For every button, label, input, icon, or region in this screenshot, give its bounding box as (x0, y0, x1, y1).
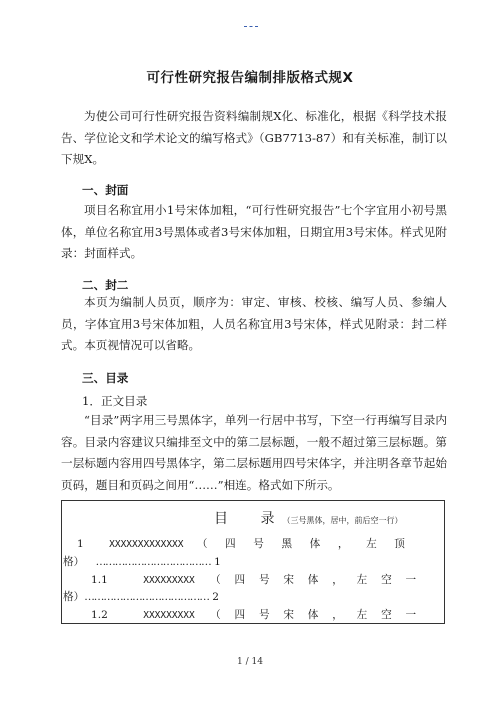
toc-row-2-num: 1.1 (91, 574, 108, 586)
toc-title-note: （三号黑体，居中，前后空一行） (282, 516, 403, 525)
toc-row-2-page: 2 (212, 591, 220, 603)
document-title: 可行性研究报告编制排版格式规X (146, 70, 354, 86)
toc-row-1-num: 1 (77, 538, 84, 550)
intro-paragraph: 为使公司可行性研究报告资料编制规X化、标准化，根据《科学技术报告、学位论文和学术论文的编写格式》（GB7713-87）和有关标准，制订以下规X。 (61, 109, 447, 166)
header-mark (244, 26, 258, 27)
toc-row-1-code: XXXXXXXXXXXXX (109, 539, 184, 550)
section-heading-cover: 一、封面 (82, 183, 129, 197)
section-body-cover: 项目名称宜用小1号宋体加粗，“可行性研究报告”七个字宜用小初号黑体，单位名称宜用3号黑体或者3号宋体加粗，日期宜用3号宋体。样式见附录：封面样式。 (61, 203, 447, 260)
toc-row-3-num: 1.2 (91, 609, 108, 621)
section-body-cover2: 本页为编制人员页，顺序为：审定、审核、校核、编写人员、参编人员，字体宜用3号宋体加粗，人员名称宜用3号宋体，样式见附录：封二样式。本页视情况可以省略。 (61, 295, 447, 352)
section-heading-toc: 三、目录 (82, 371, 129, 385)
toc-row-2-cont (63, 589, 219, 604)
toc-row-1-desc: （四号黑体，左顶 (196, 538, 405, 550)
toc-row-1-leader: ……………………………… (95, 556, 211, 568)
section-heading-cover2: 二、封二 (82, 278, 129, 292)
toc-row-1-page: 1 (214, 556, 221, 568)
section-subheading-toc: 1．正文目录 (82, 394, 148, 408)
toc-row-3-desc: （四号宋体，左空一 (210, 609, 417, 621)
toc-sample-title (214, 508, 402, 528)
toc-row-1 (77, 536, 405, 551)
toc-row-2 (91, 572, 416, 587)
toc-row-2-desc: （四号宋体，左空一 (210, 574, 417, 586)
page-number: 1 / 14 (237, 657, 263, 667)
toc-row-3-code: XXXXXXXXX (143, 610, 195, 621)
section-body-toc: “目录”两字用三号黑体字，单列一行居中书写，下空一行再编写目录内容。目录内容建议只编排至文中的第二层标题，一般不超过第三层标题。第一层标题内容用四号黑体字，第二层标题用四号宋体字，并注明各章节起始页码，题目和页码之间用“……”相连。格式如下所示。 (61, 413, 447, 492)
toc-row-2-wrap: 格） (63, 591, 85, 603)
toc-row-3 (91, 607, 416, 622)
toc-row-1-wrap: 格） (63, 556, 85, 568)
toc-row-2-leader: ………………………………… (84, 591, 209, 603)
toc-row-2-code: XXXXXXXXX (143, 575, 195, 586)
toc-title-text: 目 录 (214, 511, 289, 527)
toc-row-1-cont (63, 554, 221, 569)
